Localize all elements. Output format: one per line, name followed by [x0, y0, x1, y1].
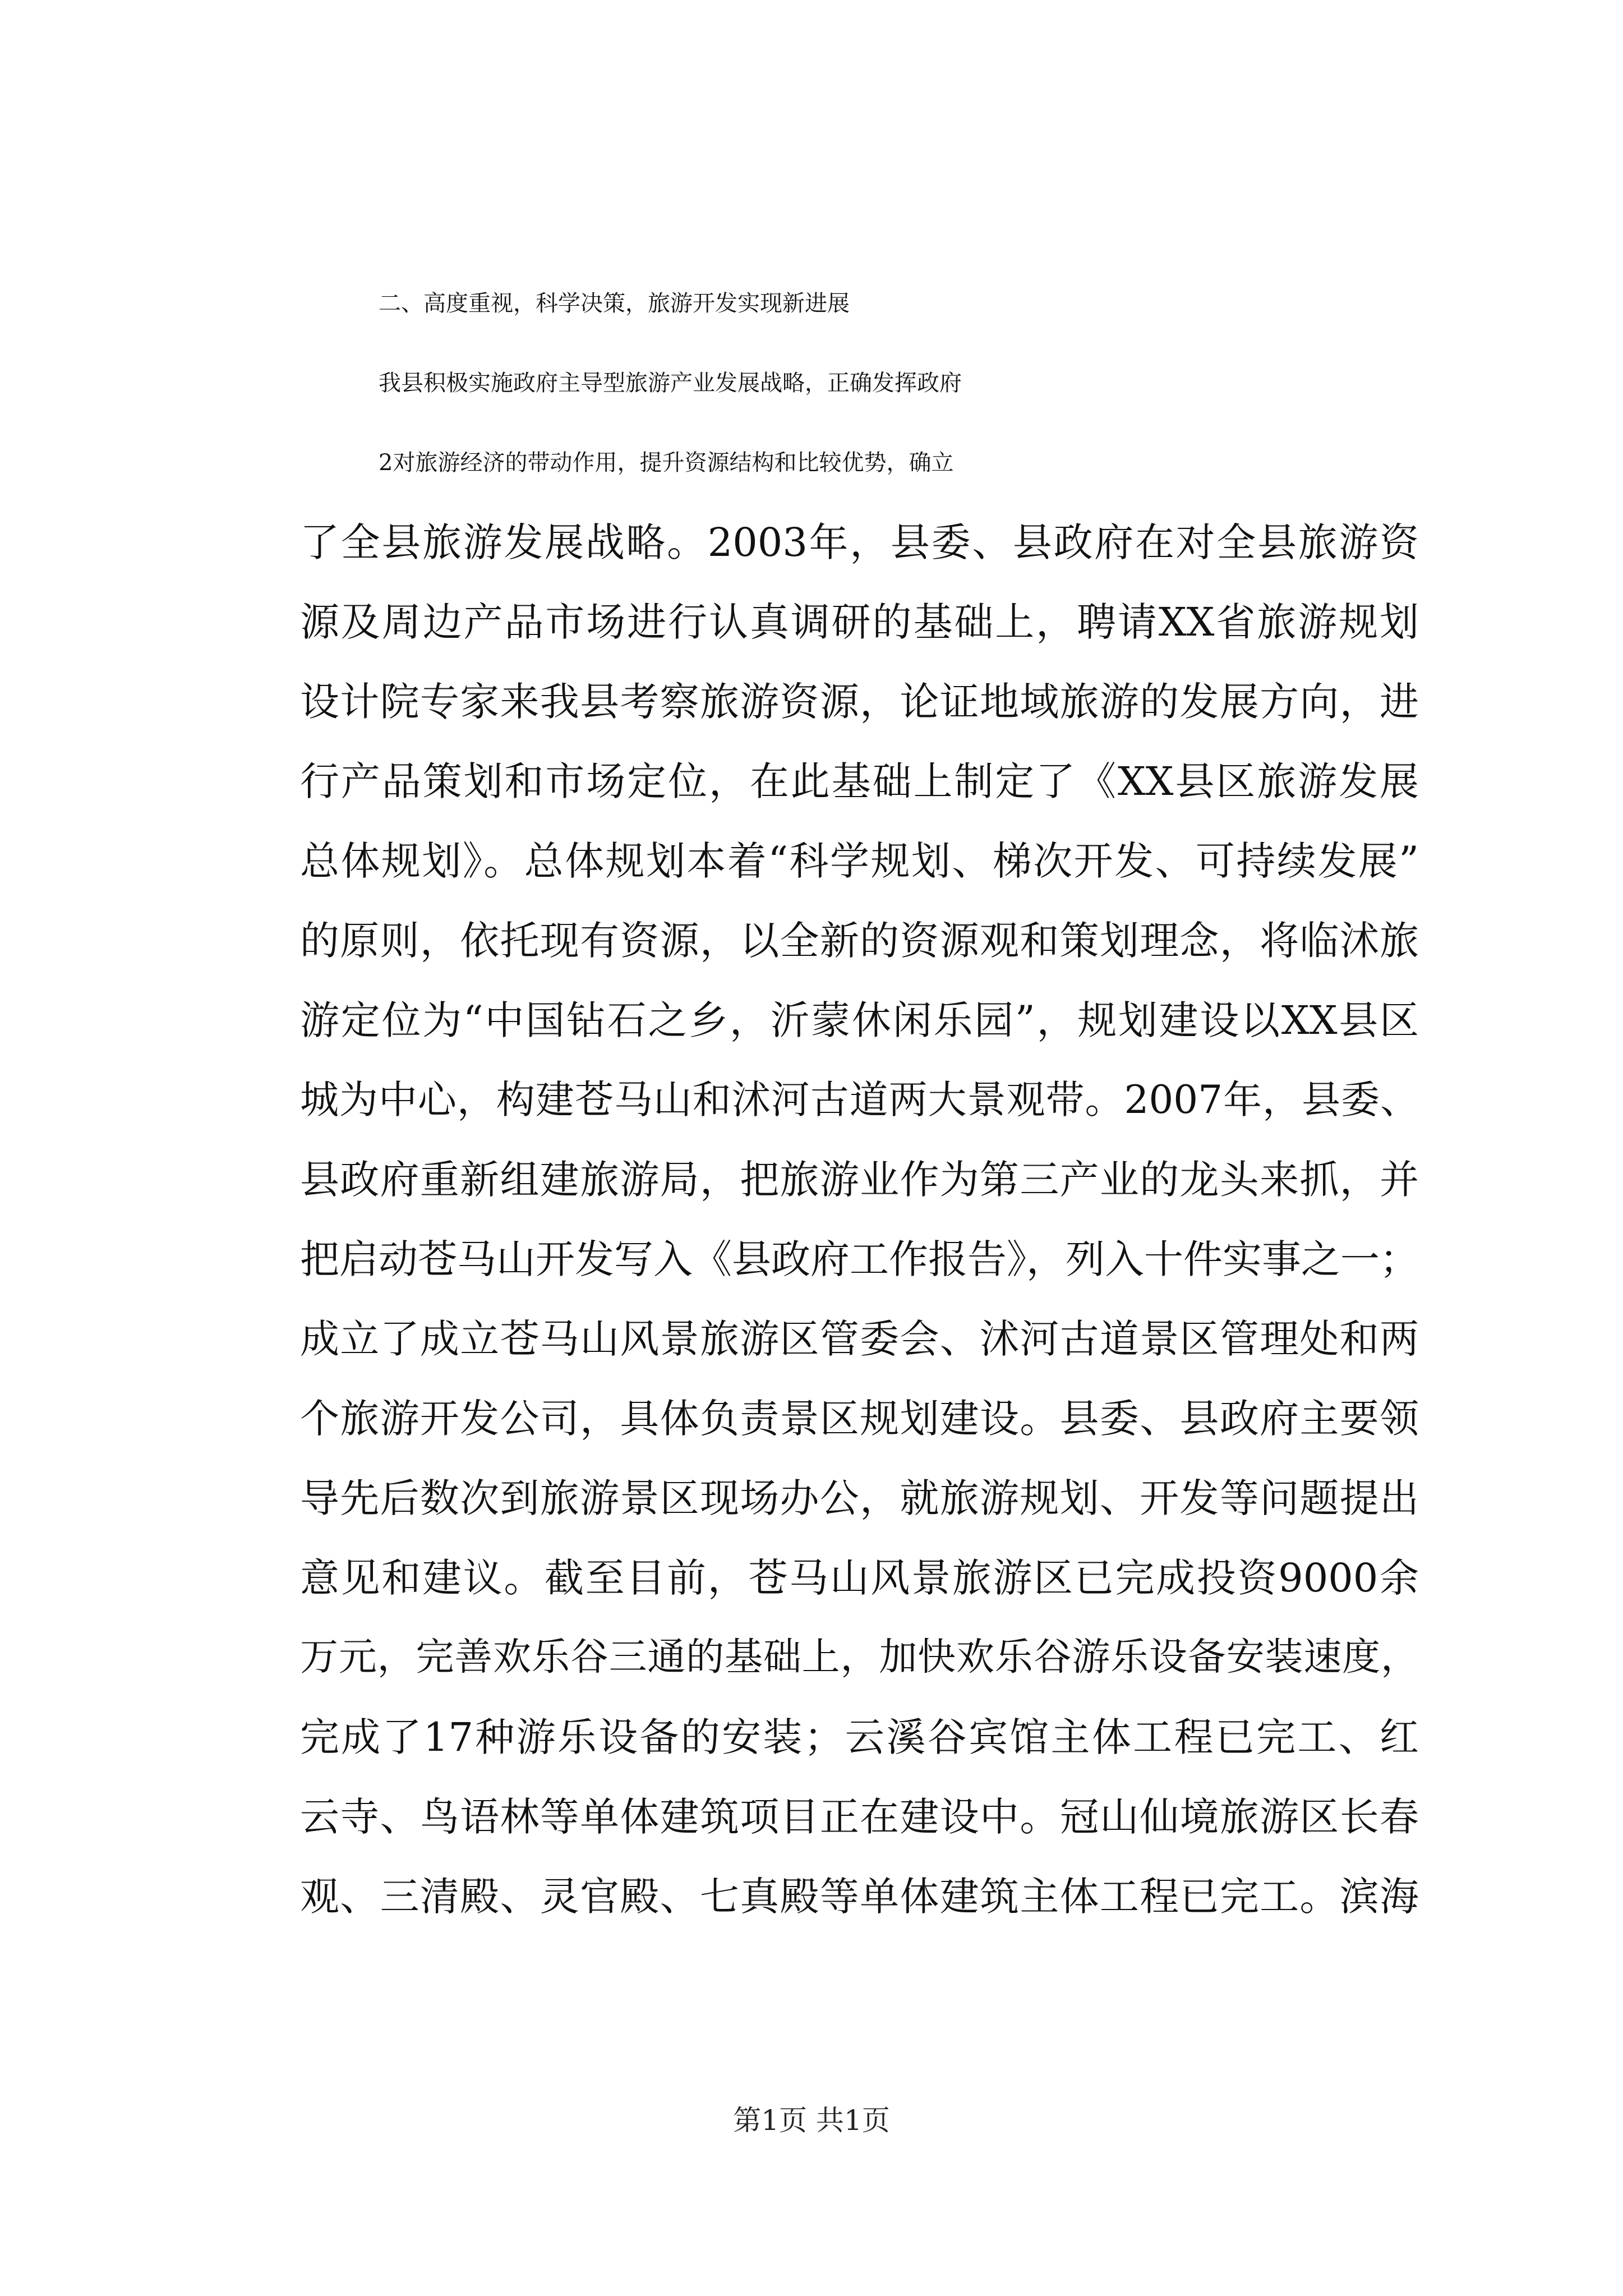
paragraph-line: 把启动苍马山开发写入《县政府工作报告》，列入十件实事之一； — [300, 1236, 1419, 1282]
document-body — [300, 264, 1419, 1936]
paragraph-line: 2对旅游经济的带动作用，提升资源结构和比较优势，确立 — [379, 450, 954, 476]
paragraph-line: 云寺、鸟语林等单体建筑项目正在建设中。冠山仙境旅游区长春 — [300, 1794, 1419, 1840]
paragraph-line: 成立了成立苍马山风景旅游区管委会、沭河古道景区管理处和两 — [300, 1316, 1419, 1362]
paragraph-line: 了全县旅游发展战略。2003年，县委、县政府在对全县旅游资 — [300, 519, 1419, 565]
paragraph-line: 游定位为“中国钻石之乡，沂蒙休闲乐园”，规划建设以XX县区 — [300, 997, 1419, 1043]
paragraph-line: 源及周边产品市场进行认真调研的基础上，聘请XX省旅游规划 — [300, 599, 1419, 645]
paragraph-line: 个旅游开发公司，具体负责景区规划建设。县委、县政府主要领 — [300, 1396, 1419, 1442]
section-heading: 二、高度重视，科学决策，旅游开发实现新进展 — [379, 291, 850, 316]
paragraph-line: 观、三清殿、灵官殿、七真殿等单体建筑主体工程已完工。滨海 — [300, 1874, 1419, 1920]
paragraph-line: 完成了17种游乐设备的安装；云溪谷宾馆主体工程已完工、红 — [300, 1714, 1419, 1760]
paragraph-line: 的原则，依托现有资源，以全新的资源观和策划理念，将临沭旅 — [300, 918, 1419, 964]
paragraph-line: 万元，完善欢乐谷三通的基础上，加快欢乐谷游乐设备安装速度， — [300, 1635, 1419, 1680]
paragraph-line: 行产品策划和市场定位，在此基础上制定了《XX县区旅游发展 — [300, 758, 1419, 804]
paragraph-line: 城为中心，构建苍马山和沭河古道两大景观带。2007年，县委、 — [300, 1078, 1419, 1122]
paragraph-line: 我县积极实施政府主导型旅游产业发展战略，正确发挥政府 — [379, 370, 962, 396]
paragraph-line: 县政府重新组建旅游局，把旅游业作为第三产业的龙头来抓，并 — [300, 1157, 1419, 1203]
paragraph-line: 设计院专家来我县考察旅游资源，论证地域旅游的发展方向，进 — [300, 679, 1419, 725]
paragraph-line: 总体规划》。总体规划本着“科学规划、梯次开发、可持续发展” — [300, 838, 1419, 884]
page-footer: 第1页 共1页 — [733, 2104, 890, 2137]
paragraph-line: 导先后数次到旅游景区现场办公，就旅游规划、开发等问题提出 — [300, 1475, 1419, 1521]
paragraph-line: 意见和建议。截至目前，苍马山风景旅游区已完成投资9000余 — [300, 1555, 1419, 1601]
